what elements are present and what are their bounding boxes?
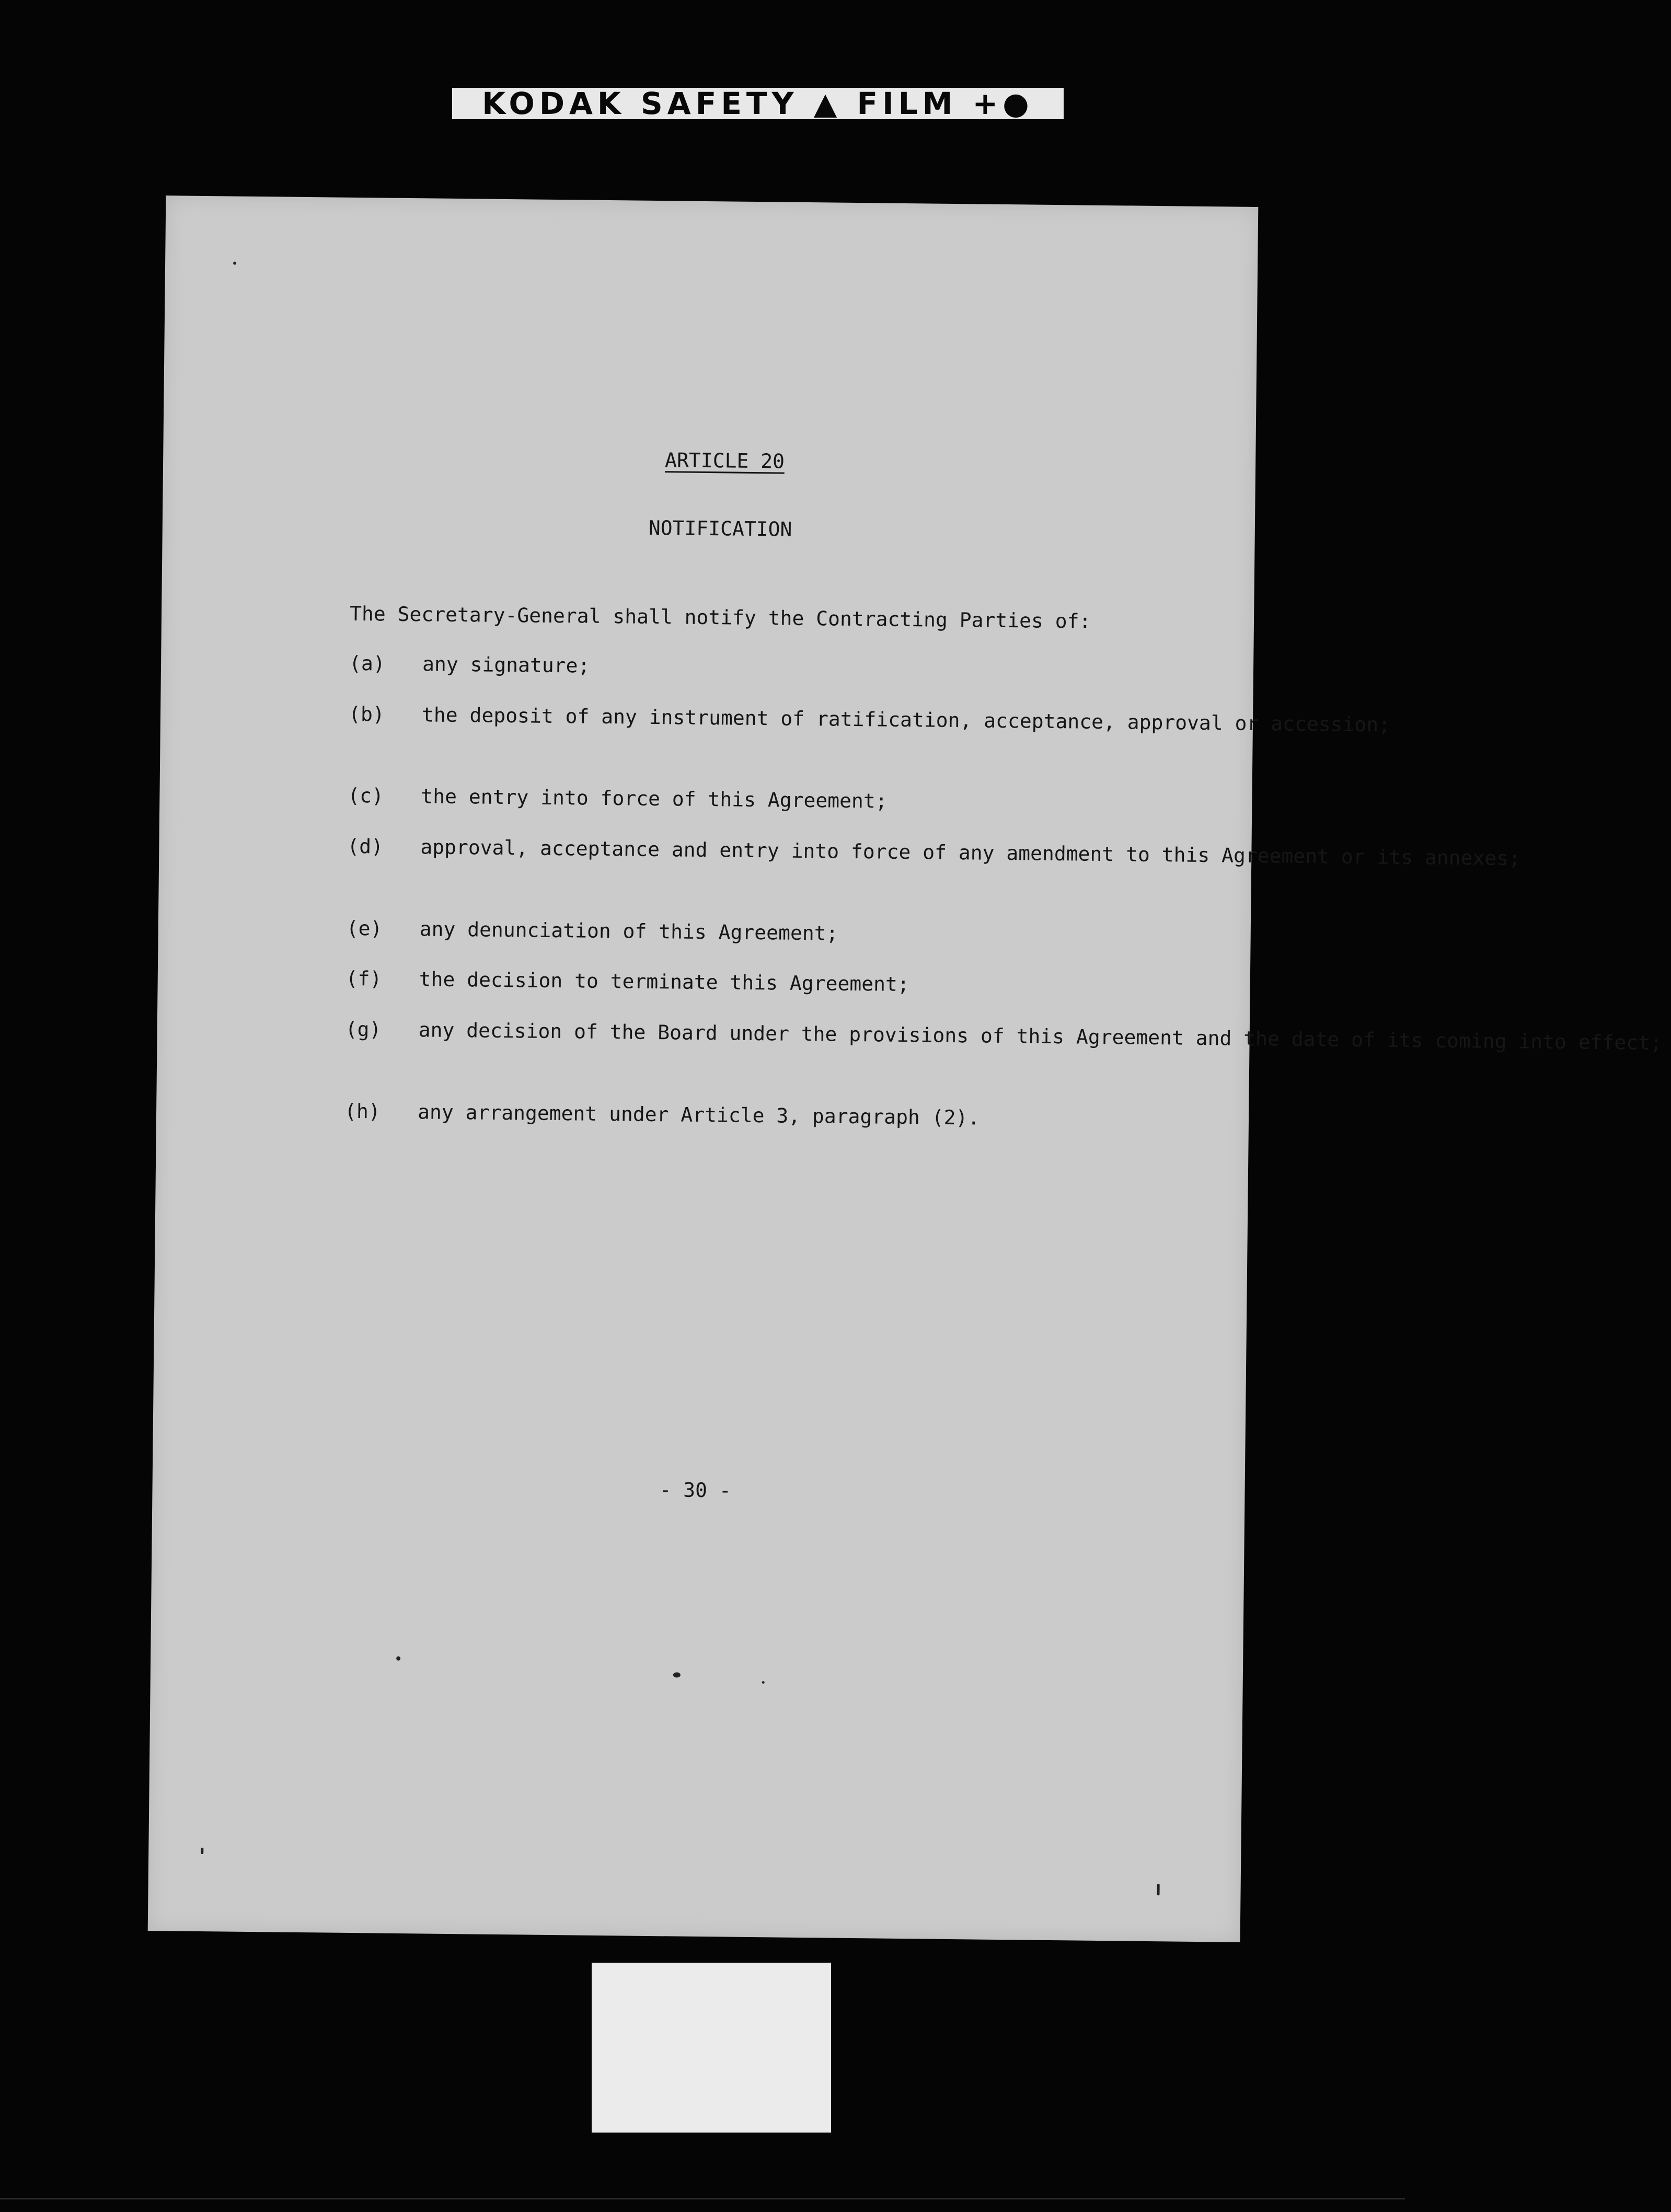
page-number: - 30 - xyxy=(659,1478,732,1502)
document-page xyxy=(148,195,1663,1942)
list-item-text: any decision of the Board under the provisions of this Agreement and the date of its coming into effect; xyxy=(418,1018,1663,1055)
list-item-text: any arrangement under Article 3, paragraph (2). xyxy=(417,1100,980,1130)
list-item-marker: (f) xyxy=(345,966,382,990)
list-item-text: approval, acceptance and entry into force of any amendment to this Agreement or its annexes; xyxy=(420,835,1521,870)
dust-speck xyxy=(1157,1884,1159,1895)
list-item-text: the decision to terminate this Agreement; xyxy=(419,967,909,996)
list-item-marker: (e) xyxy=(346,916,383,940)
dust-speck xyxy=(673,1672,681,1677)
list-item-marker: (h) xyxy=(344,1099,381,1123)
list-item-marker: (c) xyxy=(348,784,384,808)
dust-speck xyxy=(201,1848,203,1854)
film-edge-line xyxy=(0,2198,1405,2199)
film-edge-marking: KODAK SAFETY ▲ FILM +● xyxy=(452,88,1064,119)
dust-speck xyxy=(762,1681,765,1684)
list-item-text: the entry into force of this Agreement; xyxy=(421,785,888,813)
list-item-text: any denunciation of this Agreement; xyxy=(419,917,838,945)
list-item-marker: (g) xyxy=(345,1017,382,1041)
dust-speck xyxy=(233,262,236,265)
blank-film-label xyxy=(592,1963,831,2133)
intro-paragraph: The Secretary-General shall notify the Contracting Parties of: xyxy=(349,602,1091,633)
dust-speck xyxy=(396,1656,400,1661)
list-item-marker: (d) xyxy=(347,834,384,858)
list-item-marker: (b) xyxy=(348,702,385,726)
list-item-text: the deposit of any instrument of ratification, acceptance, approval or accession; xyxy=(421,703,1391,736)
list-item-marker: (a) xyxy=(349,651,385,675)
article-heading: ARTICLE 20 xyxy=(664,448,785,473)
list-item-text: any signature; xyxy=(422,652,590,677)
section-heading: NOTIFICATION xyxy=(648,516,792,541)
